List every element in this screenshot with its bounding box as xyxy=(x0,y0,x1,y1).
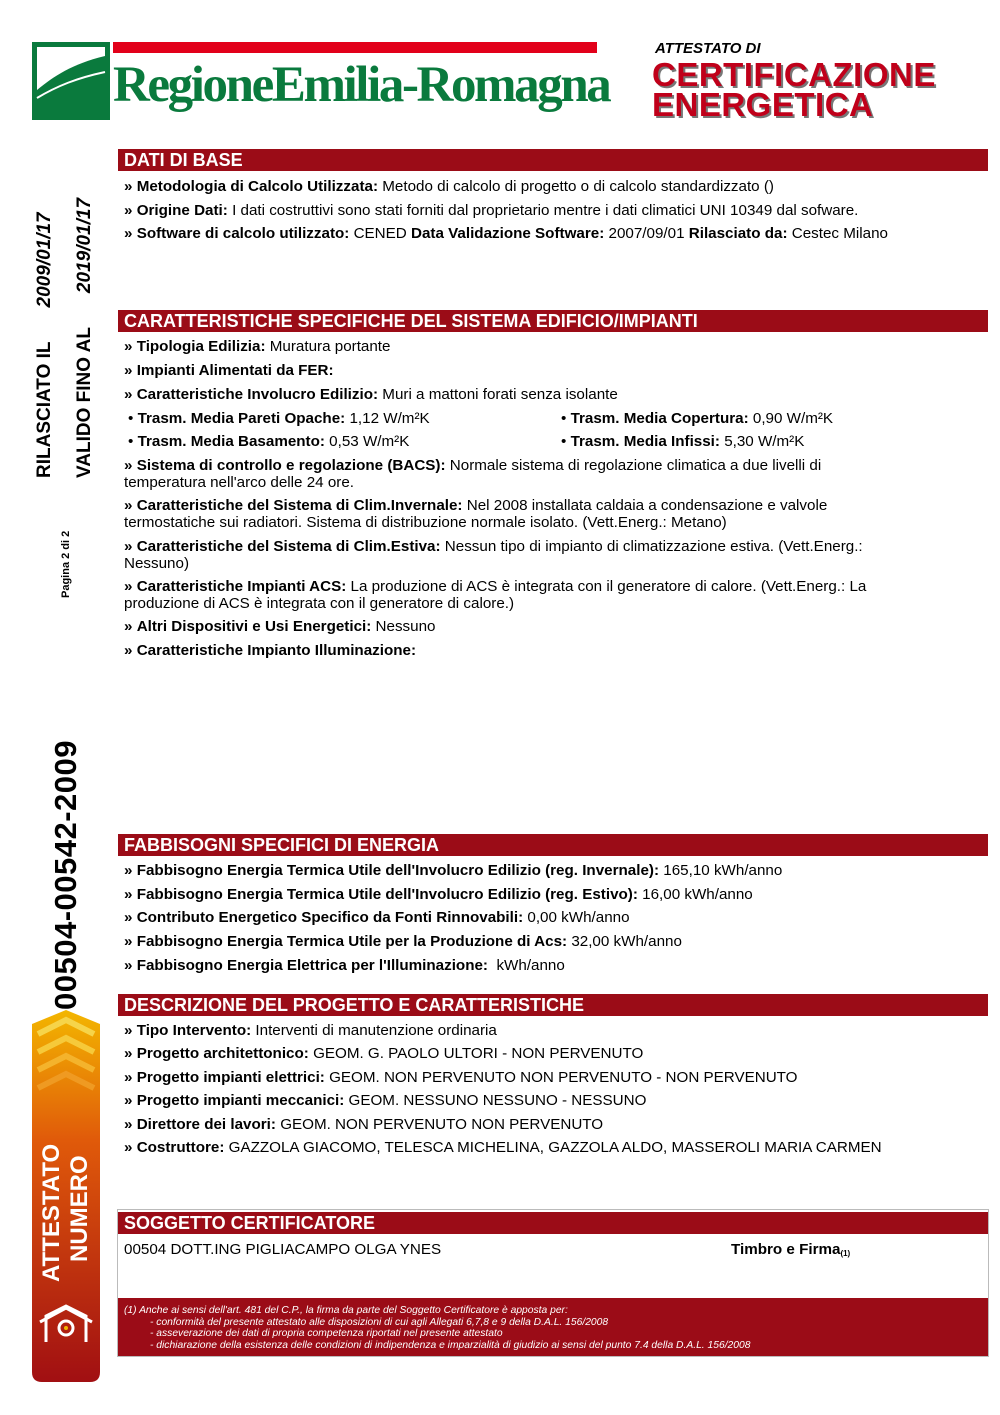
valid-until-date xyxy=(74,198,96,478)
rinnovabili-row: » Contributo Energetico Specifico da Fonti Rinnovabili: 0,00 kWh/anno xyxy=(124,909,630,926)
progetto-meccanici-row: » Progetto impianti meccanici: GEOM. NESSUNO NESSUNO - NESSUNO xyxy=(124,1092,647,1109)
document-title-line1: CERTIFICAZIONE xyxy=(652,56,936,93)
estiva-row: » Caratteristiche del Sistema di Clim.Estiva: Nessun tipo di impianto di climatizzazione estiva. (Vett.Energ.: Nessuno) xyxy=(124,538,863,572)
certificate-number: 00504-00542-2009 xyxy=(48,739,83,1010)
costruttore-row: » Costruttore: GAZZOLA GIACOMO, TELESCA MICHELINA, GAZZOLA ALDO, MASSEROLI MARIA CARMEN xyxy=(124,1139,882,1156)
origine-row: » Origine Dati: I dati costruttivi sono stati forniti dal proprietario mentre i dati climatici UNI 10349 dal sofware. xyxy=(124,202,859,219)
certificatore-name: 00504 DOTT.ING PIGLIACAMPO OLGA YNES xyxy=(124,1241,442,1258)
invernale-row: » Caratteristiche del Sistema di Clim.Invernale: Nel 2008 installata caldaia a condensazione e valvole termostatiche sui radiatori. Sistema di distribuzione normale isolato. (Vett.Energ.: Metano) xyxy=(124,497,828,531)
note-line-4: - dichiarazione della esistenza delle condizioni di indipendenza e imparzialità di giudizio ai sensi del punto 7.4 della D.A.L. 156/2008 xyxy=(150,1339,751,1351)
tab-attestato-label: ATTESTATO xyxy=(38,1143,65,1282)
section-soggetto: SOGGETTO CERTIFICATORE xyxy=(118,1212,988,1234)
fabbisogno-invernale-row: » Fabbisogno Energia Termica Utile dell'Involucro Edilizio (reg. Invernale): 165,10 kWh/anno xyxy=(124,862,783,879)
attestato-di-label: ATTESTATO DI xyxy=(655,40,761,57)
trasm-row-2: • Trasm. Media Basamento: 0,53 W/m²K • Trasm. Media Infissi: 5,30 W/m²K xyxy=(128,433,805,450)
tipo-intervento-row: » Tipo Intervento: Interventi di manutenzione ordinaria xyxy=(124,1022,497,1039)
involucro-row: » Caratteristiche Involucro Edilizio: Muri a mattoni forati senza isolante xyxy=(124,386,618,403)
page-number: Pagina 2 di 2 xyxy=(60,530,72,598)
certificatore-notes xyxy=(118,1298,988,1356)
fabbisogno-estivo-row: » Fabbisogno Energia Termica Utile dell'Involucro Edilizio (reg. Estivo): 16,00 kWh/anno xyxy=(124,886,753,903)
valid-label: VALIDO FINO AL xyxy=(74,327,95,478)
fer-row: » Impianti Alimentati da FER: xyxy=(124,362,334,379)
progetto-architettonico-row: » Progetto architettonico: GEOM. G. PAOLO ULTORI - NON PERVENUTO xyxy=(124,1045,644,1062)
illuminazione-row: » Caratteristiche Impianto Illuminazione: xyxy=(124,642,417,659)
note-line-3: - asseverazione dei dati di propria competenza riportati nel presente attestato xyxy=(150,1328,503,1340)
region-flag-logo xyxy=(32,42,110,120)
section-dati-di-base: DATI DI BASE xyxy=(118,149,988,171)
fabbisogno-acs-row: » Fabbisogno Energia Termica Utile per la Produzione di Acs: 32,00 kWh/anno xyxy=(124,933,682,950)
note-line-1: (1) Anche ai sensi dell'art. 481 del C.P., la firma da parte del Soggetto Certificatore è apposta per: xyxy=(124,1305,568,1316)
issued-date-value: 2009/01/17 xyxy=(34,212,55,308)
fabbisogno-illuminazione-row: » Fabbisogno Energia Elettrica per l'Illuminazione: kWh/anno xyxy=(124,957,565,974)
software-row: » Software di calcolo utilizzato: CENED Data Validazione Software: 2007/09/01 Rilasciato da: Cestec Milano xyxy=(124,225,888,242)
altri-dispositivi-row: » Altri Dispositivi e Usi Energetici: Nessuno xyxy=(124,618,436,635)
metodologia-row: » Metodologia di Calcolo Utilizzata: Metodo di calcolo di progetto o di calcolo standardizzato () xyxy=(124,178,774,195)
bacs-row: » Sistema di controllo e regolazione (BACS): Normale sistema di regolazione climatica a due livelli di temperatura nell'arco delle 24 ore. xyxy=(124,457,822,491)
issued-date xyxy=(34,212,56,478)
region-logo-text: RegioneEmilia-Romagna xyxy=(113,57,610,113)
acs-row: » Caratteristiche Impianti ACS: La produzione di ACS è integrata con il generatore di calore. (Vett.Energ.: La produzione di ACS è integrata con il generatore di calore.) xyxy=(124,578,867,612)
tipologia-row: » Tipologia Edilizia: Muratura portante xyxy=(124,338,391,355)
section-fabbisogni: FABBISOGNI SPECIFICI DI ENERGIA xyxy=(118,834,988,856)
tab-numero-label: NUMERO xyxy=(66,1155,93,1262)
direttore-lavori-row: » Direttore dei lavori: GEOM. NON PERVENUTO NON PERVENUTO xyxy=(124,1116,604,1133)
document-title-line2: ENERGETICA xyxy=(652,86,874,123)
valid-date-value: 2019/01/17 xyxy=(74,197,95,294)
timbro-firma-label: Timbro e Firma$_{(1)}$ xyxy=(731,1241,851,1258)
section-progetto: DESCRIZIONE DEL PROGETTO E CARATTERISTICHE xyxy=(118,994,988,1016)
trasm-row-1: • Trasm. Media Pareti Opache: 1,12 W/m²K • Trasm. Media Copertura: 0,90 W/m²K xyxy=(128,410,834,427)
section-caratteristiche: CARATTERISTICHE SPECIFICHE DEL SISTEMA EDIFICIO/IMPIANTI xyxy=(118,310,988,332)
progetto-elettrici-row: » Progetto impianti elettrici: GEOM. NON PERVENUTO NON PERVENUTO - NON PERVENUTO xyxy=(124,1069,798,1086)
note-line-2: - conformità del presente attestato alle disposizioni di cui agli Allegati 6,7,8 e 9 della D.A.L. 156/2008 xyxy=(150,1316,609,1328)
issued-label: RILASCIATO IL xyxy=(34,341,55,478)
